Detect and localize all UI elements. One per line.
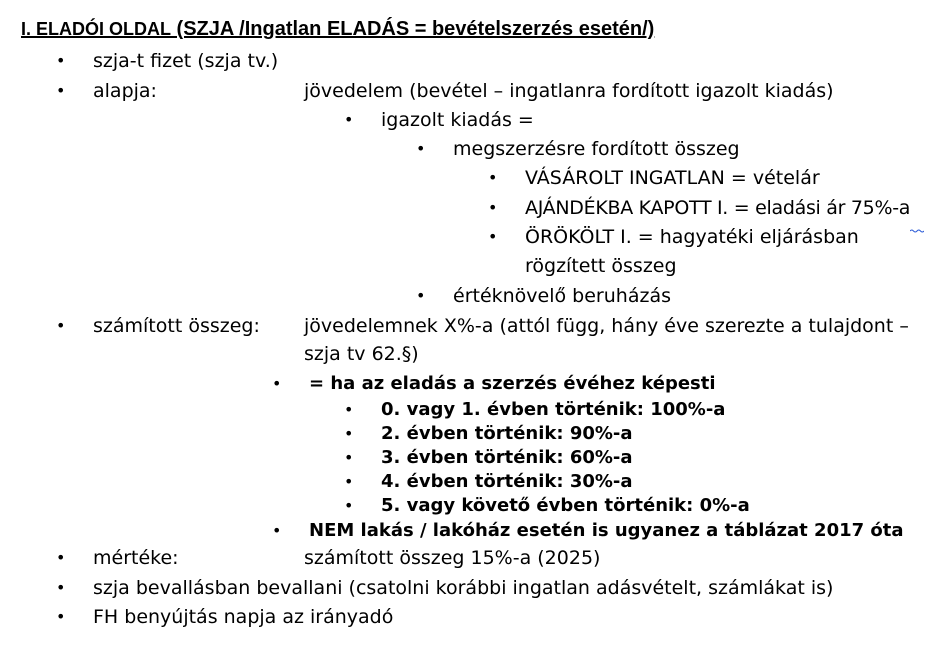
item-merteke-value: számított összeg 15%-a (2025): [304, 547, 601, 569]
item-ev-2: 2. évben történik: 90%-a: [381, 423, 633, 444]
bullet: •: [488, 198, 498, 217]
item-alapja-value: jövedelem (bevétel – ingatlanra fordított igazolt kiadás): [304, 80, 834, 102]
item-orokolt-a: ÖRÖKÖLT I. = hagyatéki eljárásban: [525, 226, 859, 248]
item-szja-fizet: szja-t fizet (szja tv.): [93, 50, 279, 72]
item-ev-0-1: 0. vagy 1. évben történik: 100%-a: [381, 399, 726, 420]
spellcheck-squiggle: [910, 229, 924, 233]
bullet: •: [56, 607, 66, 626]
bullet: •: [416, 139, 426, 158]
item-nem-lakas: NEM lakás / lakóház esetén is ugyanez a táblázat 2017 óta: [309, 520, 904, 541]
bullet: •: [56, 548, 66, 567]
item-fh: FH benyújtás napja az irányadó: [93, 606, 394, 628]
bullet: •: [488, 227, 498, 246]
bullet: •: [56, 578, 66, 597]
bullet: •: [344, 472, 354, 491]
item-ha-eladas: = ha az eladás a szerzés évéhez képesti: [309, 373, 716, 394]
item-ev-5: 5. vagy követő évben történik: 0%-a: [381, 495, 750, 516]
bullet: •: [344, 496, 354, 515]
bullet: •: [344, 400, 354, 419]
bullet: •: [344, 110, 354, 129]
item-ev-3: 3. évben történik: 60%-a: [381, 447, 633, 468]
bullet: •: [344, 424, 354, 443]
item-ertek: értéknövelő beruházás: [453, 285, 671, 307]
item-szamitott-value-b: szja tv 62.§): [304, 343, 419, 365]
item-bevallas: szja bevallásban bevallani (csatolni korábbi ingatlan adásvételt, számlákat is): [93, 577, 834, 599]
bullet: •: [344, 448, 354, 467]
bullet: •: [56, 51, 66, 70]
bullet: •: [56, 81, 66, 100]
section-title: [21, 18, 654, 41]
section-title-main: (SZJA /Ingatlan ELADÁS = bevételszerzés esetén/): [171, 18, 655, 40]
bullet: •: [488, 168, 498, 187]
item-szamitott-label: számított összeg:: [93, 315, 260, 337]
item-merteke-label: mértéke:: [93, 547, 179, 569]
bullet: •: [272, 374, 282, 393]
item-megszerzes: megszerzésre fordított összeg: [453, 138, 740, 160]
bullet: •: [56, 316, 66, 335]
item-vasarolt: VÁSÁROLT INGATLAN = vételár: [525, 167, 820, 189]
item-alapja-label: alapja:: [93, 80, 157, 102]
bullet: •: [416, 286, 426, 305]
item-igazolt-kiadas: igazolt kiadás =: [381, 109, 534, 131]
item-szamitott-value-a: jövedelemnek X%-a (attól függ, hány éve szerezte a tulajdont –: [304, 315, 909, 337]
item-orokolt-b: rögzített összeg: [525, 255, 677, 277]
bullet: •: [272, 521, 282, 540]
item-ev-4: 4. évben történik: 30%-a: [381, 471, 633, 492]
section-title-prefix: I. ELADÓI OLDAL: [21, 19, 171, 39]
item-ajandekba: AJÁNDÉKBA KAPOTT I. = eladási ár 75%-a: [525, 197, 911, 219]
